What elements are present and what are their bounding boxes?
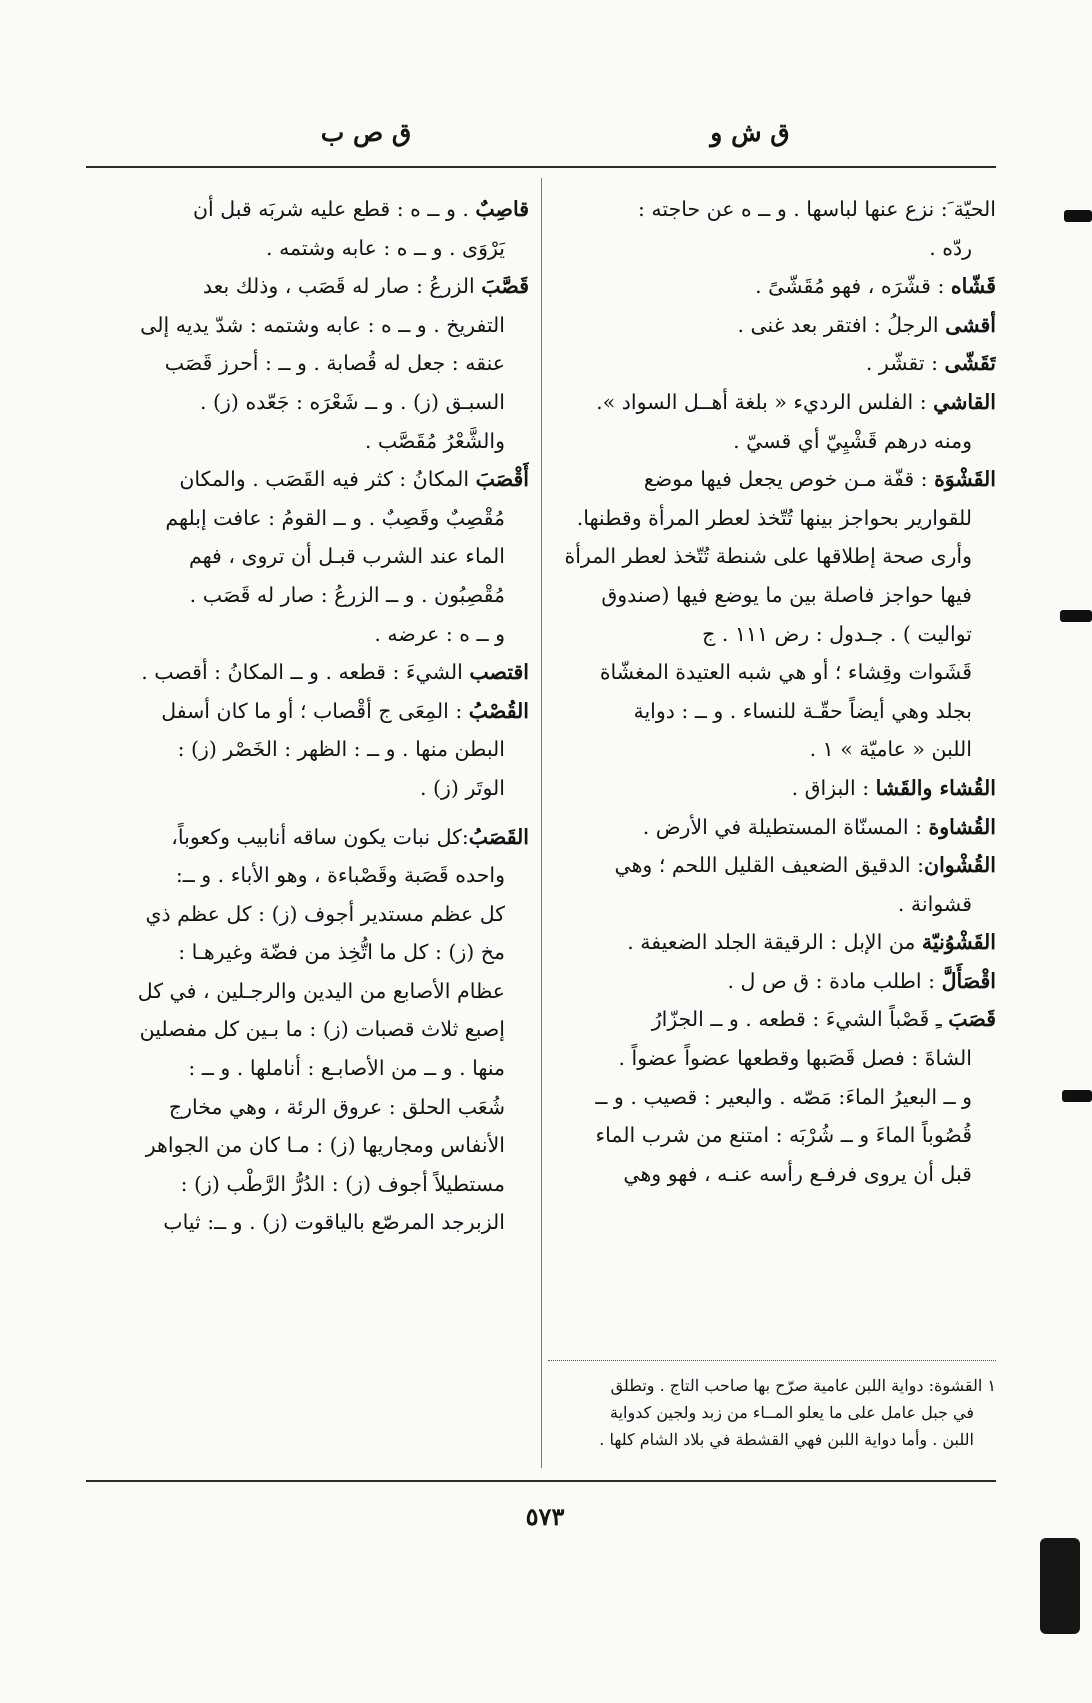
- entry-text: الأنفاس ومجاريها (ز) : مـا كان من الجواهر: [145, 1133, 505, 1158]
- text-line: [556, 1116, 996, 1155]
- text-line: [92, 615, 529, 654]
- entry-text: فيها حواجز فاصلة بين ما يوضع فيها (صندوق: [601, 582, 972, 607]
- text-line: [556, 1399, 996, 1426]
- entry-text: : المِعَى ج أقْصاب ؛ أو ما كان أسفل: [161, 698, 469, 723]
- left-column: [92, 190, 529, 1242]
- entry-text: اللبن . وأما دواية اللبن فهي القشطة في بلاد الشام كلها .: [599, 1430, 974, 1449]
- text-line: [556, 422, 996, 461]
- text-line: [556, 229, 996, 268]
- text-line: [92, 1203, 529, 1242]
- entry-text: : الفلس الرديء « بلغة أهــل السواد ».: [596, 389, 934, 414]
- entry-text: من الإبل : الرقيقة الجلد الضعيفة .: [627, 930, 922, 955]
- text-line: [556, 1000, 996, 1039]
- entry-text: واحده قَصَبة وقَصْباءة ، وهو الأباء . و ــ:: [175, 863, 505, 888]
- text-line: [92, 1165, 529, 1204]
- text-line: [556, 537, 996, 576]
- text-line: [556, 1155, 996, 1194]
- text-line: [92, 653, 529, 692]
- entry-text: بجلد وهي أيضاً حقّـة للنساء . و ــ : دواية: [633, 698, 972, 723]
- text-line: [556, 769, 996, 808]
- page-edge-shadow: [1040, 1538, 1080, 1634]
- text-line: [92, 190, 529, 229]
- headword: أَقْصَبَ: [475, 467, 529, 492]
- footnotes: [556, 1372, 996, 1453]
- entry-text: المكانُ : كثر فيه القَصَب . والمكان: [179, 467, 476, 492]
- headword: القَصَبُ: [468, 824, 529, 849]
- entry-text: والشَّعْرُ مُقَصَّب .: [364, 428, 505, 453]
- text-line: [92, 730, 529, 769]
- text-line: [92, 537, 529, 576]
- entry-text: وأرى صحة إطلاقها على شنطة تُتّخذ لعطر المرأة: [564, 544, 972, 569]
- margin-mark: [1062, 1090, 1092, 1102]
- margin-mark: [1060, 610, 1092, 622]
- headword: القُشْوان: [924, 853, 996, 878]
- entry-text: قَشَوات وقِشاء ؛ أو هي شبه العتيدة المغشّاة: [599, 660, 972, 685]
- right-column: [556, 190, 996, 1193]
- entry-text: منها . و ــ من الأصابـع : أناملها . و ــ :: [188, 1056, 505, 1081]
- text-line: [556, 344, 996, 383]
- text-line: [556, 692, 996, 731]
- entry-text: الحيّة َ: نزع عنها لباسها . و ــ ه عن حاجته :: [637, 197, 996, 221]
- text-line: [92, 229, 529, 268]
- text-line: [92, 499, 529, 538]
- column-separator: [541, 178, 542, 1468]
- entry-text: الشيءَ : قطعه . و ــ المكانُ : أقصب .: [141, 660, 470, 685]
- text-line: [556, 615, 996, 654]
- entry-text: مُقْصِبُون . و ــ الزرعُ : صار له قَصَب .: [189, 582, 505, 607]
- footnote-separator: [548, 1360, 996, 1361]
- text-line: [556, 808, 996, 847]
- text-line: [556, 1039, 996, 1078]
- text-line: [556, 1372, 996, 1399]
- page-number: ٥٧٣: [525, 1502, 565, 1531]
- entry-text: في جبل عامل على ما يعلو المــاء من زبد ولجين كدواية: [610, 1403, 974, 1422]
- text-line: [556, 499, 996, 538]
- headword: القَشْوُنيّة: [921, 930, 996, 955]
- bottom-rule: [86, 1480, 996, 1482]
- text-line: [92, 933, 529, 972]
- entry-text: :كل نبات يكون ساقه أنابيب وكعوباً،: [171, 824, 469, 849]
- text-line: [92, 769, 529, 808]
- headword: أقشى: [945, 312, 996, 337]
- entry-text: ردّه .: [929, 235, 972, 260]
- entry-text: قبل أن يروى فرفـع رأسه عنـه ، فهو وهي: [623, 1161, 972, 1186]
- headword: قَشّاه: [950, 274, 996, 299]
- text-line: [92, 306, 529, 345]
- text-line: [92, 422, 529, 461]
- text-line: [556, 923, 996, 962]
- entry-text: : تقشّر .: [865, 351, 945, 376]
- text-line: [556, 730, 996, 769]
- entry-text: الزبرجد المرصّع بالياقوت (ز) . و ــ: ثياب: [163, 1210, 505, 1235]
- entry-text: الزرعُ : صار له قَصَب ، وذلك بعد: [202, 274, 482, 299]
- headword: قَصَّبَ: [481, 274, 529, 299]
- text-line: [556, 306, 996, 345]
- text-line: [556, 190, 996, 229]
- text-line: [92, 1049, 529, 1088]
- entry-text: السبـق (ز) . و ــ شَعْرَه : جَعّده (ز) .: [200, 389, 505, 414]
- entry-text: الرجلُ : افتقر بعد غنى .: [737, 312, 946, 337]
- text-line: [92, 692, 529, 731]
- headword: القَشْوَة: [934, 467, 996, 492]
- entry-text: شُعَب الحلق : عروق الرئة ، وهي مخارج: [168, 1094, 505, 1119]
- headword: اقتصب: [469, 660, 529, 685]
- text-line: [92, 383, 529, 422]
- top-rule: [86, 166, 996, 168]
- text-line: [92, 460, 529, 499]
- entry-text: : البزاق .: [791, 775, 876, 800]
- entry-text: قُصُوباً الماءَ و ــ شُرْبَه : امتنع من شرب الماء: [595, 1123, 972, 1148]
- text-line: [556, 383, 996, 422]
- entry-text: : الدقيق الضعيف القليل اللحم ؛ وهي: [614, 853, 925, 878]
- running-header-left: ق ص ب: [320, 118, 412, 147]
- entry-text: للقوارير بحواجز بينها تُتّخذ لعطر المرأة وقطنها.: [576, 505, 972, 530]
- entry-text: الوتَر (ز) .: [420, 775, 505, 800]
- entry-text: اللبن « عاميّة » ١ .: [809, 737, 972, 762]
- text-line: [556, 576, 996, 615]
- entry-text: مُقْصِبٌ وقَصِبٌ . و ــ القومُ : عافت إبلهم: [165, 505, 505, 530]
- text-line: [556, 653, 996, 692]
- entry-text: الشاةَ : فصل قَصَبها وقطعها عضواً عضواً .: [618, 1046, 972, 1071]
- text-line: [92, 972, 529, 1011]
- entry-text: التفريخ . و ــ ه : عابه وشتمه : شدّ يديه إلى: [140, 312, 505, 337]
- entry-text: يَرْوَى . و ــ ه : عابه وشتمه .: [266, 235, 505, 260]
- entry-text: إصبع ثلاث قصبات (ز) : ما بـين كل مفصلين: [139, 1017, 505, 1042]
- entry-text: : المسنّاة المستطيلة في الأرض .: [642, 814, 929, 839]
- entry-text: : اطلب مادة : ق ص ل .: [727, 968, 942, 993]
- text-line: [556, 267, 996, 306]
- text-line: [92, 576, 529, 615]
- paragraph-gap: [92, 808, 529, 818]
- headword: القُصْبُ: [468, 698, 529, 723]
- headword: قاصِبٌ: [475, 197, 529, 221]
- text-line: [92, 895, 529, 934]
- entry-text: و ــ ه : عرضه .: [374, 621, 505, 646]
- margin-mark: [1064, 210, 1092, 222]
- text-line: [92, 1010, 529, 1049]
- entry-text: ومنه درهم قَشْيِيّ أي قسيّ .: [733, 428, 972, 453]
- text-line: [92, 267, 529, 306]
- text-line: [556, 1078, 996, 1117]
- text-line: [92, 1088, 529, 1127]
- entry-text: عظام الأصابع من اليدين والرجـلين ، في كل: [137, 978, 505, 1003]
- headword: قَصَبَ: [948, 1007, 996, 1032]
- headword: القُشاوة: [928, 814, 996, 839]
- text-line: [92, 344, 529, 383]
- text-line: [92, 856, 529, 895]
- entry-text: مستطيلاً أجوف (ز) : الدُرُّ الرَّطْب (ز) :: [180, 1171, 505, 1196]
- entry-text: ١ القشوة: دواية اللبن عامية صرّح بها صاحب التاج . وتطلق: [610, 1376, 996, 1395]
- entry-text: . و ــ ه : قطع عليه شربَه قبل أن: [193, 197, 476, 221]
- entry-text: قشوانة .: [897, 891, 972, 916]
- entry-text: الماء عند الشرب قبـل أن تروى ، فهم: [188, 544, 505, 569]
- headword: تَقَشّى: [944, 351, 996, 376]
- headword: اقْصَأَلَّ: [941, 968, 996, 993]
- running-header-right: ق ش و: [710, 118, 790, 147]
- entry-text: : قفّة مـن خوص يجعل فيها موضع: [643, 467, 935, 492]
- entry-text: البطن منها . و ــ : الظهر : الخَصْر (ز) :: [177, 737, 505, 762]
- entry-text: و ــ البعيرُ الماءَ: مَصّه . والبعير : قصيب . و ــ: [595, 1084, 972, 1109]
- text-line: [92, 818, 529, 857]
- entry-text: تواليت ) . جـدول : رض ١١١ . ج: [702, 621, 972, 646]
- text-line: [556, 1426, 996, 1453]
- entry-text: عنقه : جعل له قُصابة . و ــ : أحرز قَصَب: [164, 351, 505, 376]
- entry-text: كل عظم مستدير أجوف (ز) : كل عظم ذي: [145, 901, 505, 926]
- entry-text: ـِ قَصْباً الشيءَ : قطعه . و ــ الجزّارُ: [651, 1007, 949, 1032]
- headword: القاشي: [933, 389, 996, 414]
- entry-text: مخ (ز) : كل ما اتُّخِذ من فضّة وغيرهـا :: [178, 940, 505, 965]
- entry-text: : قشّرَه ، فهو مُقَشّىً .: [755, 274, 951, 299]
- text-line: [556, 460, 996, 499]
- text-line: [556, 885, 996, 924]
- text-line: [92, 1126, 529, 1165]
- text-line: [556, 846, 996, 885]
- headword: القُشاء والقَشا: [875, 775, 996, 800]
- text-line: [556, 962, 996, 1001]
